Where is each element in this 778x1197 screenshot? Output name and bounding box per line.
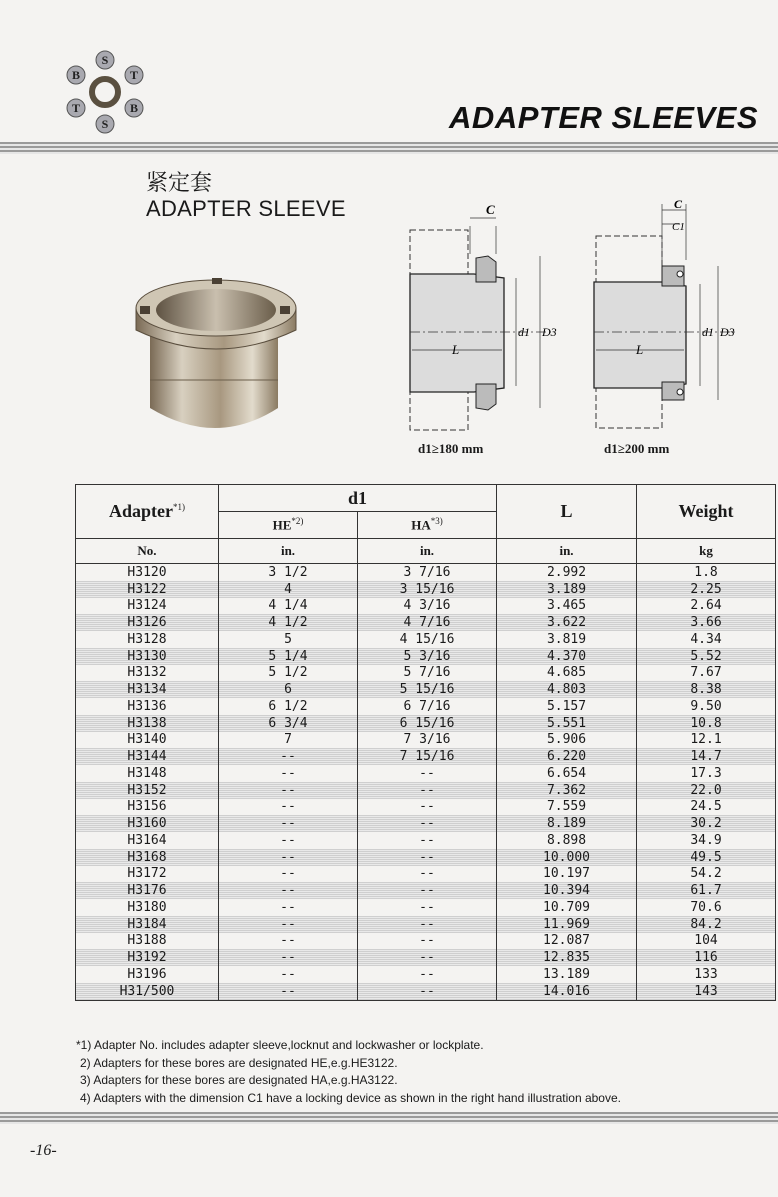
cell-length: 11.969 [497,916,637,933]
cell-d1-he: 6 3/4 [219,715,358,732]
cell-d1-he: 6 [219,681,358,698]
cell-weight: 4.34 [637,631,776,648]
adapter-sleeve-photo [128,268,303,438]
cell-weight: 14.7 [637,748,776,765]
svg-text:L: L [636,342,644,357]
cell-adapter-no: H3134 [76,681,219,698]
cell-adapter-no: H3124 [76,598,219,615]
cell-d1-he: -- [219,966,358,983]
cell-weight: 143 [637,983,776,1000]
cell-d1-he: -- [219,832,358,849]
table-row [76,949,776,966]
cell-weight: 12.1 [637,732,776,749]
cell-d1-he: 3 1/2 [219,564,358,581]
cell-d1-ha: -- [358,899,497,916]
svg-text:B: B [71,68,81,82]
cell-weight: 22.0 [637,782,776,799]
cell-adapter-no: H3136 [76,698,219,715]
cell-d1-he: -- [219,983,358,1000]
product-title-cn: 紧定套 [146,170,213,195]
cell-length: 6.654 [497,765,637,782]
svg-text:T: T [129,68,139,82]
cell-d1-ha: 7 3/16 [358,732,497,749]
page-number: -16- [30,1142,57,1159]
cell-weight: 10.8 [637,715,776,732]
cell-d1-ha: -- [358,916,497,933]
cell-adapter-no: H3122 [76,581,219,598]
header-he-label: HE [272,517,292,533]
footnote-1: *1) Adapter No. includes adapter sleeve,locknut and lockwasher or lockplate. [76,1038,484,1052]
cell-d1-he: -- [219,799,358,816]
cell-d1-he: -- [219,782,358,799]
cell-d1-he: 4 1/2 [219,614,358,631]
cell-d1-ha: 3 7/16 [358,564,497,581]
cell-d1-he: -- [219,933,358,950]
logo-ball-left-bottom [67,99,85,117]
product-title-en: ADAPTER SLEEVE [146,196,346,221]
cell-d1-ha: -- [358,933,497,950]
cell-d1-he: 5 1/2 [219,665,358,682]
svg-text:S: S [101,117,109,131]
cell-d1-he: 4 [219,581,358,598]
cell-weight: 1.8 [637,564,776,581]
table-row [76,665,776,682]
cell-length: 10.394 [497,882,637,899]
cell-adapter-no: H3156 [76,799,219,816]
cell-adapter-no: H3138 [76,715,219,732]
cell-adapter-no: H3168 [76,849,219,866]
cell-d1-ha: 5 3/16 [358,648,497,665]
cell-adapter-no: H3164 [76,832,219,849]
table-row [76,631,776,648]
cell-d1-ha: -- [358,782,497,799]
table-row [76,882,776,899]
cell-d1-ha: 3 15/16 [358,581,497,598]
header-adapter-note: *1) [173,502,185,512]
cell-length: 8.898 [497,832,637,849]
cell-adapter-no: H3126 [76,614,219,631]
cell-length: 5.551 [497,715,637,732]
cell-d1-ha: -- [358,765,497,782]
svg-text:B: B [129,101,139,115]
cell-length: 14.016 [497,983,637,1000]
cell-d1-he: -- [219,882,358,899]
cell-weight: 49.5 [637,849,776,866]
cell-weight: 8.38 [637,681,776,698]
cell-length: 6.220 [497,748,637,765]
cell-adapter-no: H3128 [76,631,219,648]
cell-length: 12.087 [497,933,637,950]
cell-d1-ha: -- [358,983,497,1000]
table-row [76,564,776,581]
table-row [76,933,776,950]
footer-divider-band [0,1112,778,1124]
cell-weight: 34.9 [637,832,776,849]
cell-adapter-no: H3152 [76,782,219,799]
table-row [76,899,776,916]
header-divider-band [0,142,778,154]
cell-d1-ha: -- [358,799,497,816]
cell-d1-he: -- [219,815,358,832]
table-row [76,799,776,816]
header-he-note: *2) [291,516,304,527]
svg-text:d1: d1 [518,325,530,339]
svg-text:L: L [452,342,460,357]
unit-ha: in. [358,539,497,564]
header-L: L [497,485,637,539]
table-row [76,832,776,849]
cell-weight: 9.50 [637,698,776,715]
cell-d1-he: 4 1/4 [219,598,358,615]
cell-length: 10.197 [497,866,637,883]
table-row [76,614,776,631]
cell-d1-ha: 5 7/16 [358,665,497,682]
cell-length: 4.370 [497,648,637,665]
cell-length: 10.709 [497,899,637,916]
cell-weight: 104 [637,933,776,950]
cell-weight: 70.6 [637,899,776,916]
cell-length: 8.189 [497,815,637,832]
diagram-caption-large: d1≥200 mm [604,441,670,456]
page-header-title: ADAPTER SLEEVES [449,100,758,135]
cell-adapter-no: H3188 [76,933,219,950]
sleeve-diagram-small [404,196,564,458]
cell-d1-he: -- [219,899,358,916]
cell-length: 7.362 [497,782,637,799]
table-row [76,849,776,866]
adapter-spec-table [75,484,776,1001]
header-ha-label: HA [411,517,431,533]
logo-ring-icon [92,79,118,105]
table-row [76,866,776,883]
cell-weight: 17.3 [637,765,776,782]
svg-text:C: C [486,202,495,217]
cell-d1-ha: 4 3/16 [358,598,497,615]
brand-logo [62,50,148,134]
cell-adapter-no: H3192 [76,949,219,966]
cell-d1-he: -- [219,949,358,966]
cell-weight: 5.52 [637,648,776,665]
footnote-3: 3) Adapters for these bores are designated HA,e.g.HA3122. [80,1073,398,1087]
table-row [76,983,776,1000]
cell-adapter-no: H3160 [76,815,219,832]
table-row [76,815,776,832]
cell-length: 4.685 [497,665,637,682]
cell-d1-he: 5 1/4 [219,648,358,665]
cell-adapter-no: H3120 [76,564,219,581]
table-row [76,916,776,933]
cell-d1-ha: -- [358,832,497,849]
table-row [76,966,776,983]
table-row [76,782,776,799]
table-row [76,598,776,615]
cell-weight: 2.64 [637,598,776,615]
cell-adapter-no: H31/500 [76,983,219,1000]
header-d1: d1 [219,485,497,512]
cell-d1-he: 7 [219,732,358,749]
footnote-2: 2) Adapters for these bores are designated HE,e.g.HE3122. [80,1055,398,1070]
cell-length: 5.906 [497,732,637,749]
unit-L: in. [497,539,637,564]
table-row [76,748,776,765]
cell-adapter-no: H3144 [76,748,219,765]
svg-text:C1: C1 [672,221,685,233]
cell-adapter-no: H3176 [76,882,219,899]
cell-length: 3.819 [497,631,637,648]
svg-text:S: S [101,53,109,67]
table-row [76,681,776,698]
footnote-4: 4) Adapters with the dimension C1 have a locking device as shown in the right hand illustration above. [80,1090,621,1105]
cell-d1-he: 6 1/2 [219,698,358,715]
cell-d1-ha: -- [358,866,497,883]
cell-adapter-no: H3172 [76,866,219,883]
cell-length: 12.835 [497,949,637,966]
cell-d1-he: -- [219,748,358,765]
cell-d1-he: 5 [219,631,358,648]
cell-length: 4.803 [497,681,637,698]
sleeve-diagram-large [588,196,748,458]
cell-d1-ha: 4 7/16 [358,614,497,631]
cell-weight: 61.7 [637,882,776,899]
cell-weight: 54.2 [637,866,776,883]
cell-weight: 116 [637,949,776,966]
logo-ball-bottom [96,115,114,133]
header-he [219,512,358,539]
cell-d1-he: -- [219,916,358,933]
table-row [76,715,776,732]
spec-table-body [76,564,776,1001]
cell-length: 3.189 [497,581,637,598]
cell-weight: 30.2 [637,815,776,832]
svg-text:T: T [71,101,81,115]
cell-length: 7.559 [497,799,637,816]
cell-d1-ha: 6 7/16 [358,698,497,715]
header-ha [358,512,497,539]
cell-d1-ha: 5 15/16 [358,681,497,698]
cell-length: 5.157 [497,698,637,715]
cell-d1-ha: -- [358,966,497,983]
logo-ball-top [96,51,114,69]
table-row [76,765,776,782]
table-row [76,698,776,715]
cell-adapter-no: H3180 [76,899,219,916]
svg-text:D3: D3 [542,325,557,339]
logo-ball-right-top [125,66,143,84]
header-weight: Weight [637,485,776,539]
cell-adapter-no: H3184 [76,916,219,933]
unit-weight: kg [637,539,776,564]
svg-text:C: C [674,197,683,211]
cell-adapter-no: H3148 [76,765,219,782]
header-ha-note: *3) [430,516,443,527]
table-row [76,648,776,665]
cell-length: 3.622 [497,614,637,631]
cell-d1-ha: 6 15/16 [358,715,497,732]
cell-d1-he: -- [219,866,358,883]
cell-d1-ha: -- [358,882,497,899]
cell-weight: 2.25 [637,581,776,598]
cell-length: 3.465 [497,598,637,615]
diagram-caption-small: d1≥180 mm [418,441,484,456]
header-adapter [76,485,219,539]
logo-ball-right-bottom [125,99,143,117]
cell-weight: 133 [637,966,776,983]
svg-text:d1: d1 [702,325,714,339]
logo-ball-left-top [67,66,85,84]
cell-d1-ha: 4 15/16 [358,631,497,648]
header-adapter-label: Adapter [109,501,173,521]
cell-d1-ha: -- [358,815,497,832]
cell-adapter-no: H3130 [76,648,219,665]
table-row [76,732,776,749]
table-row [76,581,776,598]
unit-no: No. [76,539,219,564]
cell-length: 10.000 [497,849,637,866]
footnotes [76,1037,621,1107]
cell-weight: 84.2 [637,916,776,933]
cell-d1-he: -- [219,765,358,782]
cell-adapter-no: H3140 [76,732,219,749]
cell-d1-ha: 7 15/16 [358,748,497,765]
cell-adapter-no: H3132 [76,665,219,682]
cell-d1-ha: -- [358,849,497,866]
cell-length: 13.189 [497,966,637,983]
cell-weight: 3.66 [637,614,776,631]
cell-length: 2.992 [497,564,637,581]
cell-adapter-no: H3196 [76,966,219,983]
unit-he: in. [219,539,358,564]
cell-d1-ha: -- [358,949,497,966]
cell-d1-he: -- [219,849,358,866]
cell-weight: 24.5 [637,799,776,816]
cell-weight: 7.67 [637,665,776,682]
svg-text:D3: D3 [720,325,735,339]
